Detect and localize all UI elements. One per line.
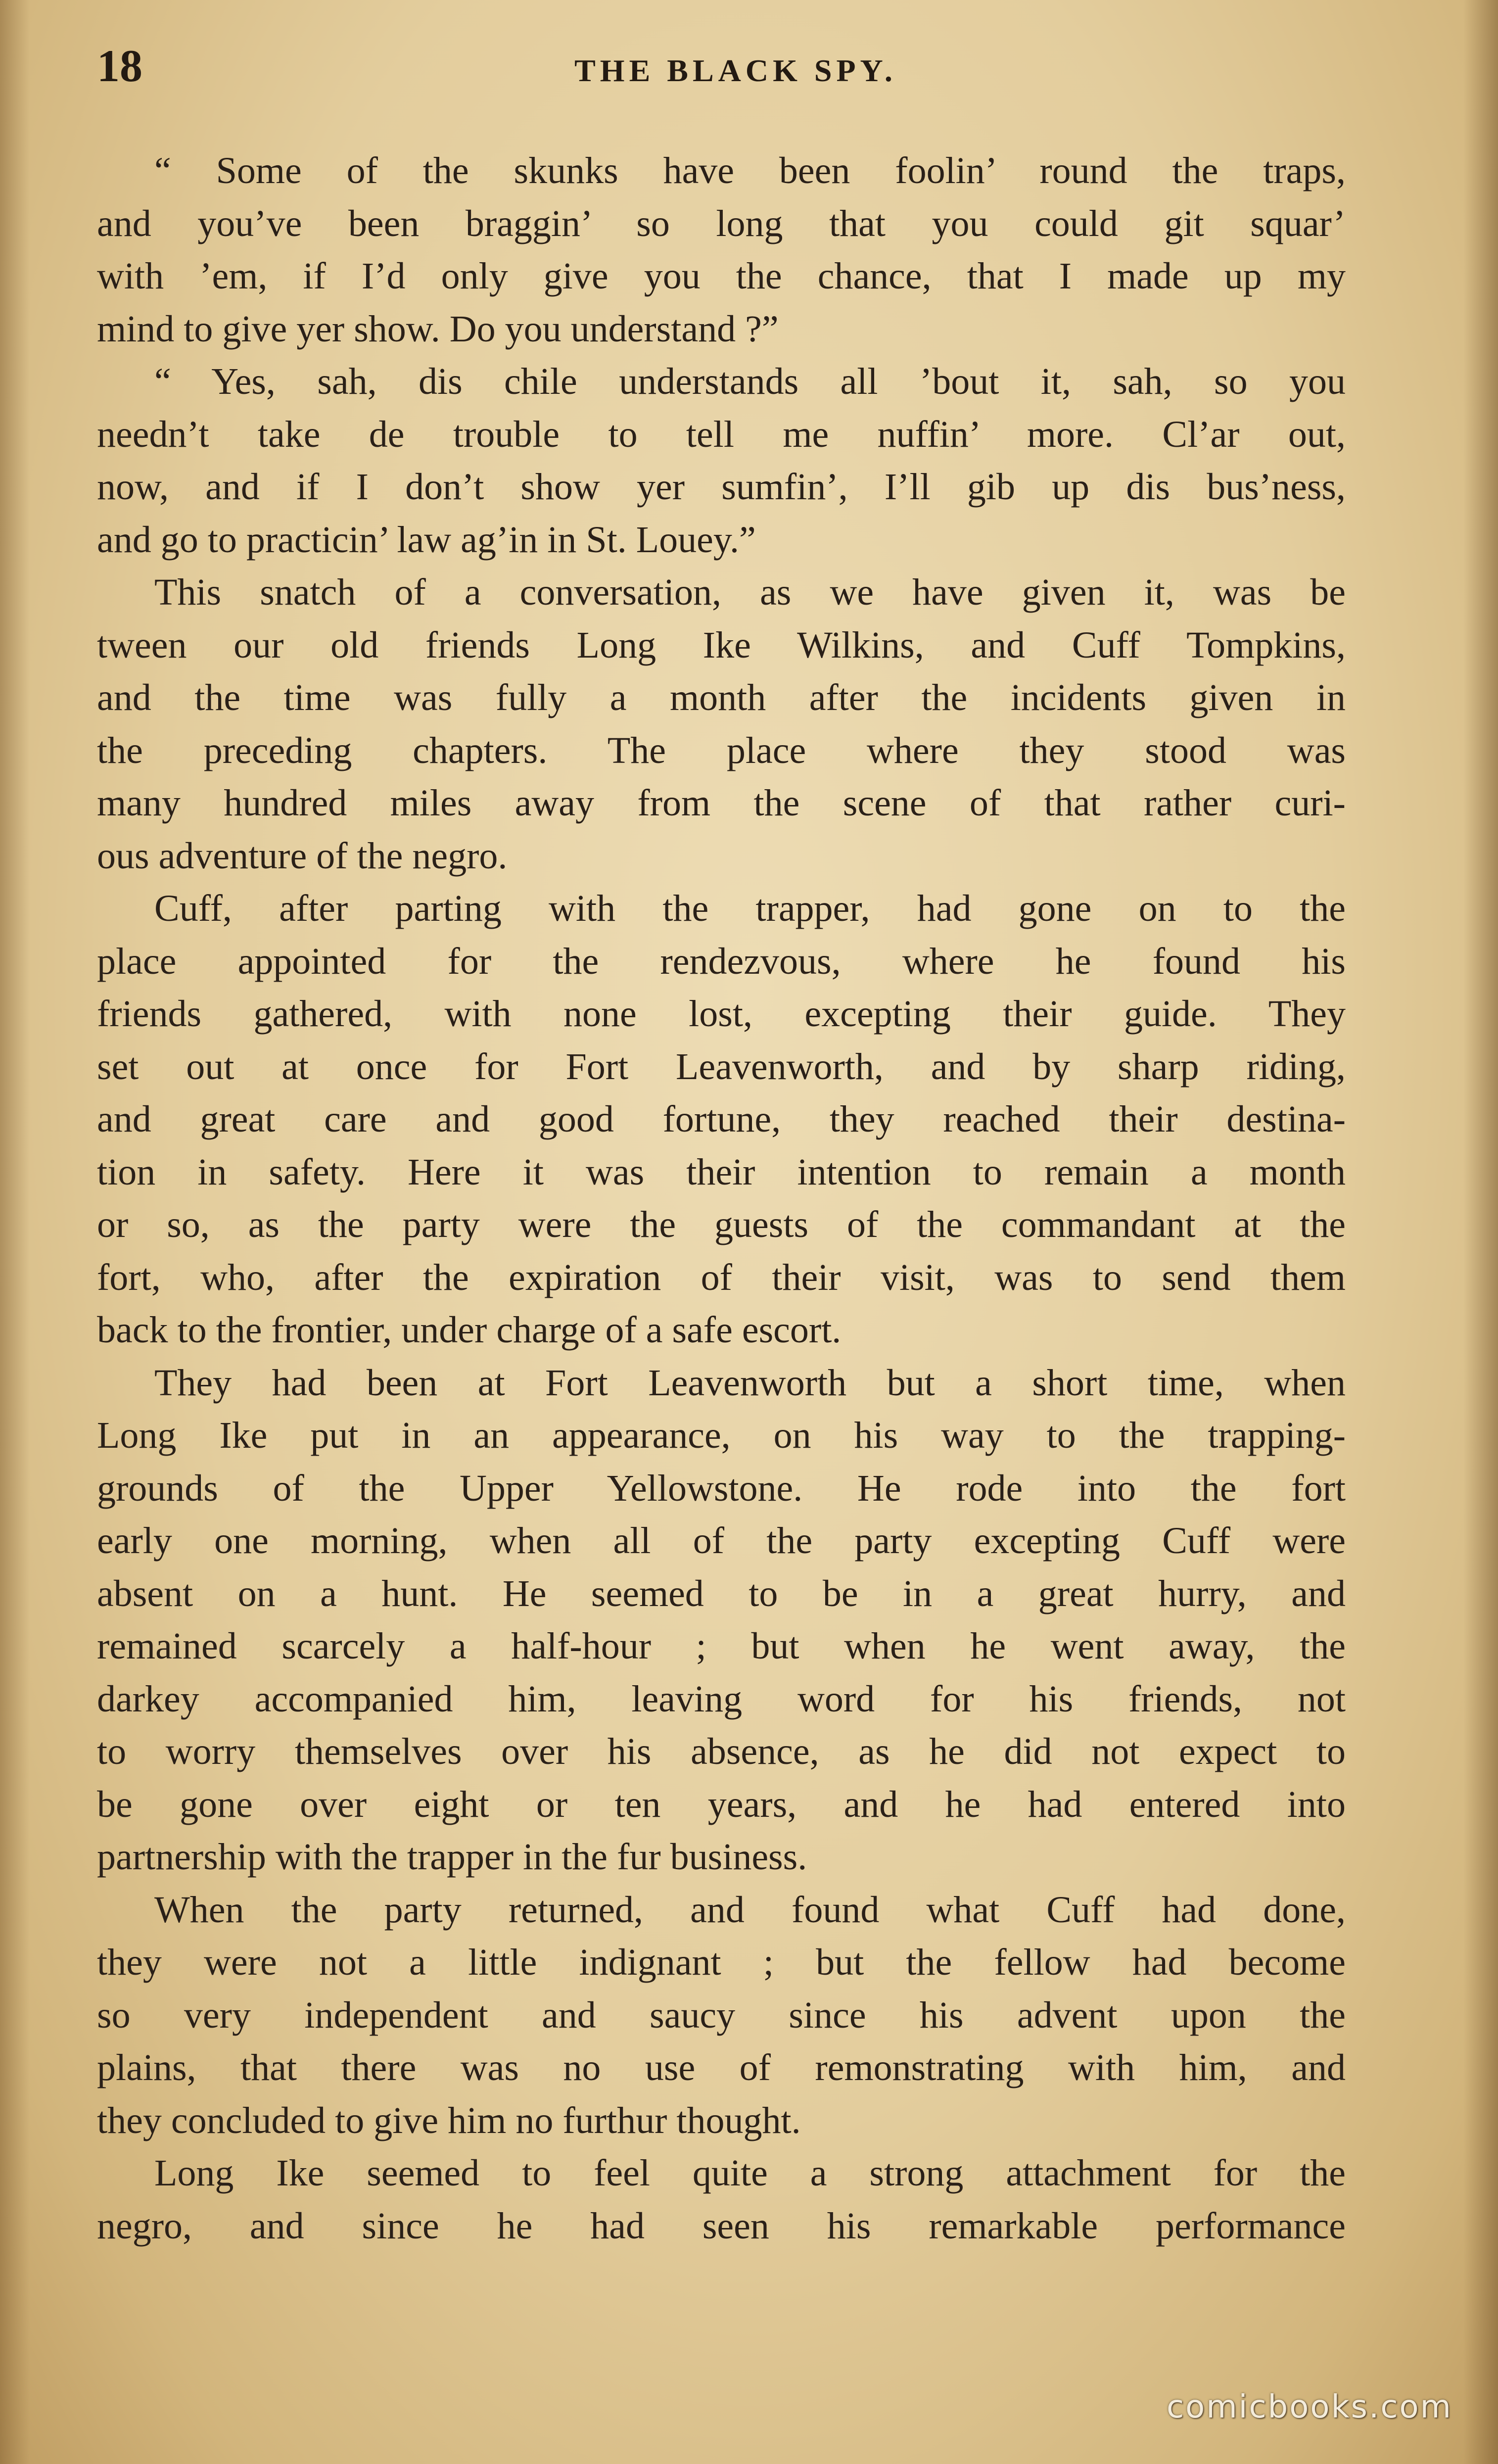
text-line: now, and if I don’t show yer sumfin’, I’ll gib up dis bus’ness, [97,466,1346,508]
text-line: absent on a hunt. He seemed to be in a great hurry, and [97,1572,1346,1614]
text-line: grounds of the Upper Yellowstone. He rode into the fort [97,1467,1346,1509]
running-head: THE BLACK SPY. [574,53,897,88]
watermark: comicbooks.com [1166,2389,1452,2425]
text-line: and the time was fully a month after the incidents given in [97,677,1346,718]
text-line: back to the frontier, under charge of a safe escort. [97,1309,842,1351]
text-line: remained scarcely a half-hour ; but when he went away, the [97,1625,1346,1667]
text-line: be gone over eight or ten years, and he had entered into [97,1783,1346,1825]
text-line: they concluded to give him no furthur thought. [97,2099,801,2141]
text-line: and go to practicin’ law ag’in in St. Louey.” [97,519,756,561]
text-line: darkey accompanied him, leaving word for his friends, not [97,1678,1346,1720]
text-line: early one morning, when all of the party excepting Cuff were [97,1520,1346,1562]
text-line: They had been at Fort Leavenworth but a short time, when [154,1362,1346,1404]
text-line: Long Ike put in an appearance, on his way to the trapping- [97,1415,1346,1456]
text-line: and you’ve been braggin’ so long that you could git squar’ [97,202,1346,244]
text-line: place appointed for the rendezvous, where he found his [97,940,1346,982]
page-edge-shadow-left [0,0,30,2464]
text-line: tween our old friends Long Ike Wilkins, and Cuff Tompkins, [97,624,1346,666]
body-text [97,144,1346,2252]
page-edge-shadow-right [1463,0,1498,2464]
text-line: partnership with the trapper in the fur business. [97,1836,807,1878]
text-line: the preceding chapters. The place where they stood was [97,729,1346,771]
text-line: negro, and since he had seen his remarkable performance [97,2205,1346,2247]
text-line: Long Ike seemed to feel quite a strong attachment for the [154,2152,1346,2194]
text-line: plains, that there was no use of remonstrating with him, and [97,2047,1346,2088]
text-line: they were not a little indignant ; but the fellow had become [97,1942,1346,1983]
text-line: many hundred miles away from the scene of that rather curi- [97,782,1346,824]
text-line: “ Yes, sah, dis chile understands all ’bout it, sah, so you [154,361,1346,402]
text-line: Cuff, after parting with the trapper, had gone on to the [154,888,1346,929]
page-number: 18 [97,41,142,91]
page-header [97,39,1374,93]
text-line: friends gathered, with none lost, excepting their guide. They [97,993,1346,1035]
text-line: tion in safety. Here it was their intention to remain a month [97,1151,1346,1193]
text-line: ous adventure of the negro. [97,835,508,877]
text-line: mind to give yer show. Do you understand ?” [97,308,779,350]
text-line: When the party returned, and found what Cuff had done, [154,1889,1346,1931]
text-line: with ’em, if I’d only give you the chance, that I made up my [97,255,1346,297]
text-line: or so, as the party were the guests of the commandant at the [97,1204,1346,1245]
text-line: set out at once for Fort Leavenworth, and by sharp riding, [97,1045,1346,1088]
text-line: fort, who, after the expiration of their visit, was to send them [97,1256,1346,1298]
text-line: and great care and good fortune, they reached their destina- [97,1098,1346,1140]
text-line: needn’t take de trouble to tell me nuffin’ more. Cl’ar out, [97,413,1346,455]
text-line: to worry themselves over his absence, as he did not expect to [97,1731,1346,1772]
text-line: so very independent and saucy since his advent upon the [97,1994,1346,2036]
text-line: This snatch of a conversation, as we have given it, was be [154,571,1346,613]
text-line: “ Some of the skunks have been foolin’ round the traps, [154,150,1346,191]
